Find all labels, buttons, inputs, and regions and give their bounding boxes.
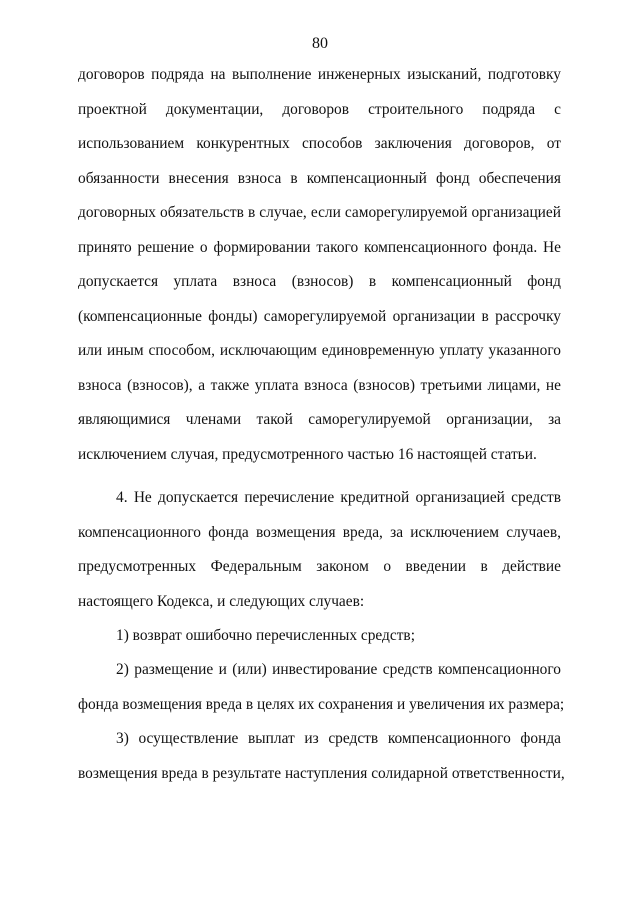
paragraph-text xyxy=(78,722,565,791)
text-line: (компенсационные фонды) саморегулируемой организации в рассрочку xyxy=(78,307,561,325)
text-line: использованием конкурентных способов заключения договоров, от xyxy=(78,135,561,152)
text-line: являющимися членами такой саморегулируемой организации, за xyxy=(78,411,561,428)
text-line: настоящего Кодекса, и следующих случаев: xyxy=(78,592,365,610)
text-line: возмещения вреда в результате наступления солидарной ответственности, xyxy=(78,764,565,782)
text-line: договоров подряда на выполнение инженерных изысканий, подготовку xyxy=(78,66,561,83)
paragraph-text xyxy=(78,481,561,619)
page-number: 80 xyxy=(312,35,328,52)
paragraph-subitem-3 xyxy=(78,722,565,791)
paragraph-item-4 xyxy=(78,481,561,619)
paragraph-subitem-1 xyxy=(78,619,561,654)
paragraph-text xyxy=(78,58,561,472)
paragraph-continuation xyxy=(78,58,561,472)
text-line: компенсационного фонда возмещения вреда, за исключением случаев, xyxy=(78,523,561,541)
text-line: принято решение о формировании такого компенсационного фонда. Не xyxy=(78,238,561,256)
text-line: взноса (взносов), а также уплата взноса (взносов) третьими лицами, не xyxy=(78,376,561,394)
text-line: договорных обязательств в случае, если саморегулируемой организацией xyxy=(78,204,561,221)
text-line: или иным способом, исключающим единовременную уплату указанного xyxy=(78,342,561,359)
paragraph-text xyxy=(78,653,565,722)
text-line: 3) осуществление выплат из средств компенсационного фонда xyxy=(116,730,561,747)
paragraph-text xyxy=(78,619,561,654)
text-line: проектной документации, договоров строительного подряда с xyxy=(78,100,561,118)
text-line: 1) возврат ошибочно перечисленных средств; xyxy=(116,627,415,644)
text-line: 4. Не допускается перечисление кредитной организацией средств xyxy=(116,489,561,506)
paragraph-subitem-2 xyxy=(78,653,565,722)
text-line: 2) размещение и (или) инвестирование средств компенсационного xyxy=(116,661,561,678)
text-line: исключением случая, предусмотренного частью 16 настоящей статьи. xyxy=(78,445,537,463)
text-line: предусмотренных Федеральным законом о введении в действие xyxy=(78,558,561,575)
text-line: допускается уплата взноса (взносов) в компенсационный фонд xyxy=(78,273,561,290)
text-line: фонда возмещения вреда в целях их сохранения и увеличения их размера; xyxy=(78,695,565,713)
text-line: обязанности внесения взноса в компенсационный фонд обеспечения xyxy=(78,169,561,187)
